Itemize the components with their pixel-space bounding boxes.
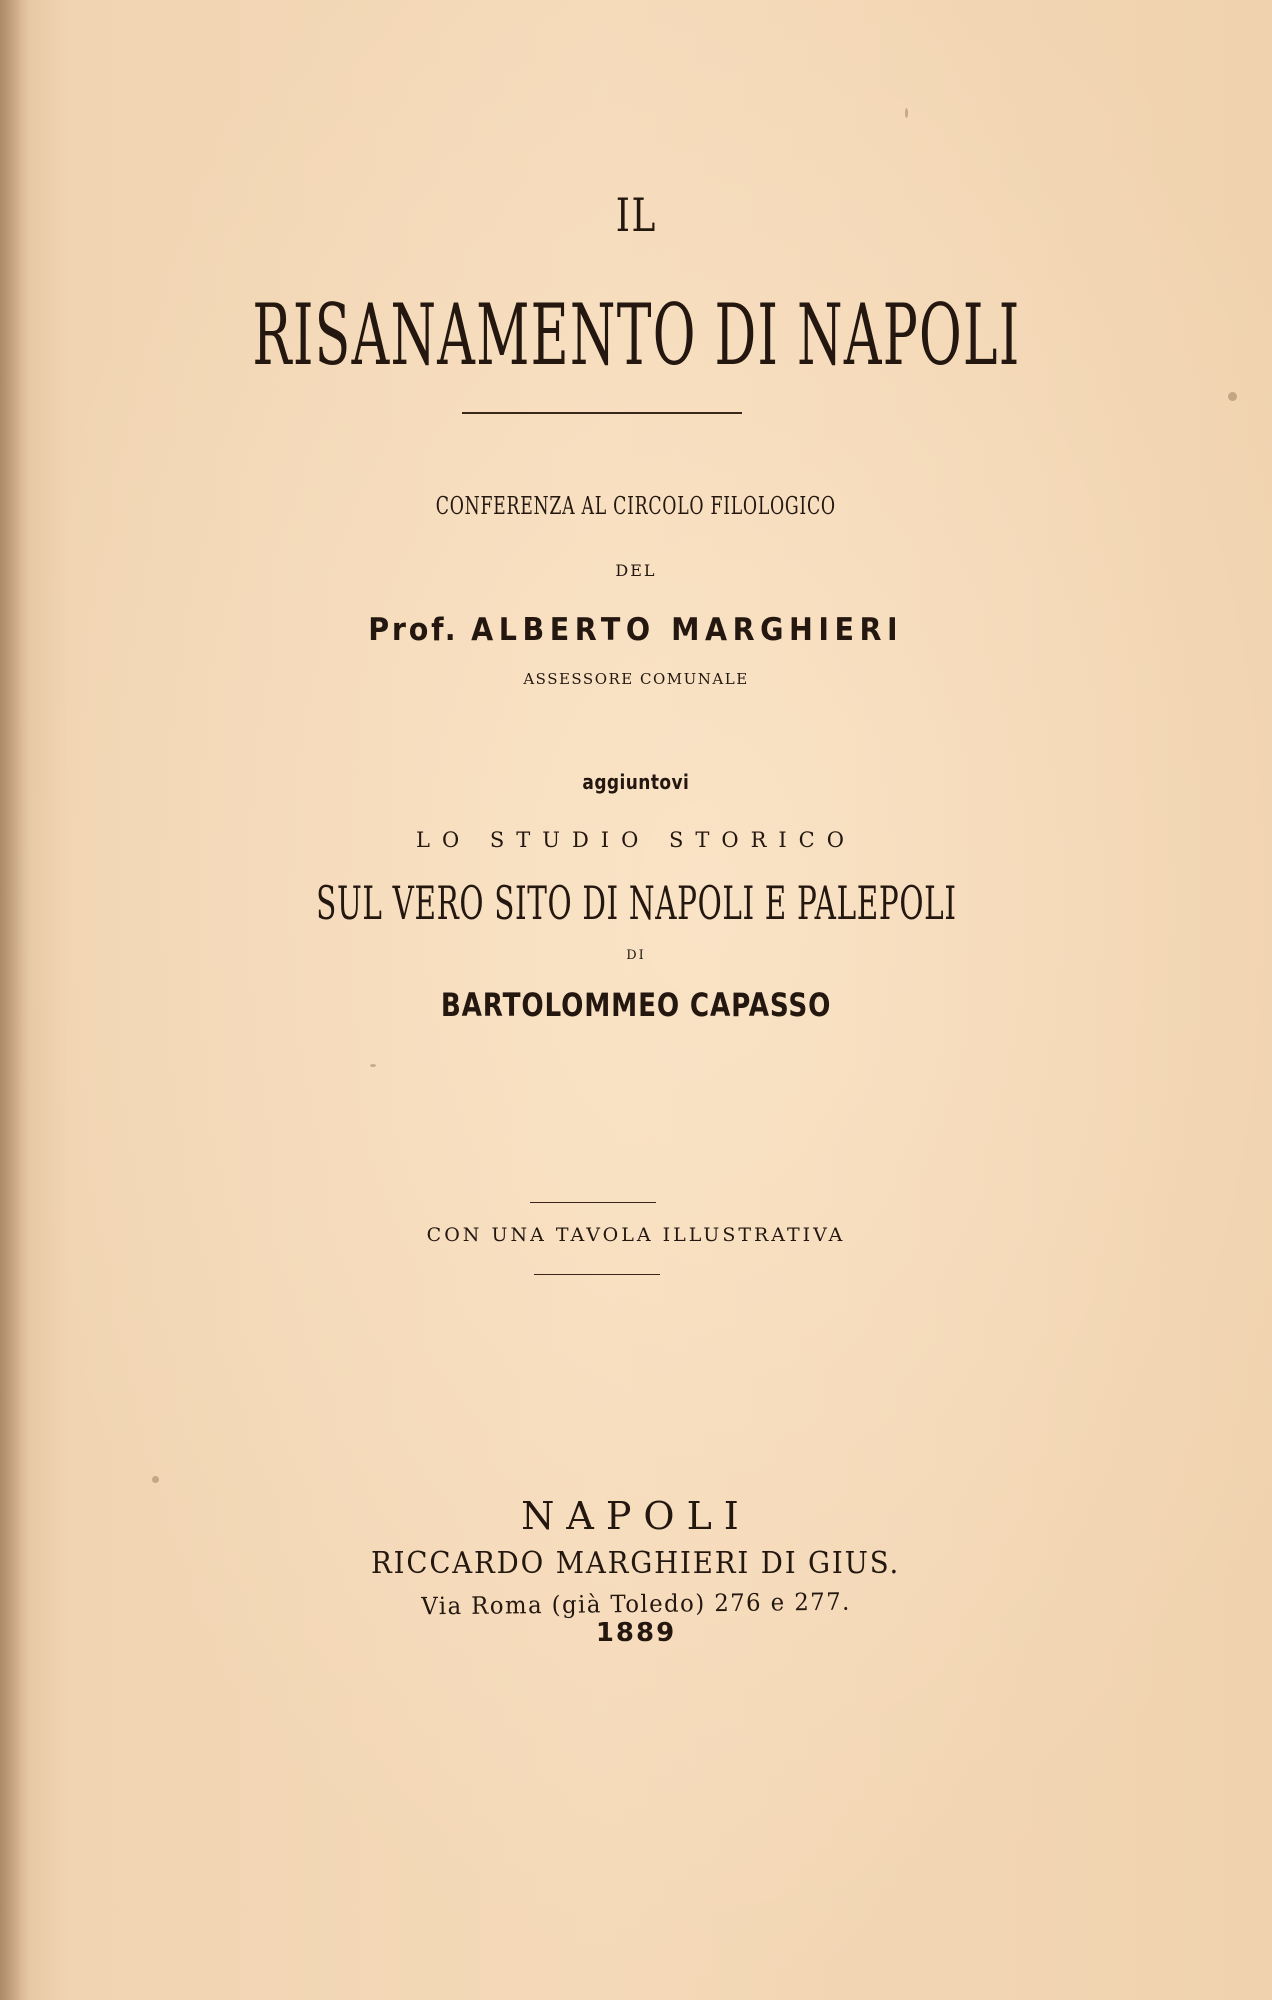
author-prefix: Prof. — [368, 612, 459, 648]
book-title: RISANAMENTO DI NAPOLI — [251, 286, 1021, 384]
study-intro: LO STUDIO STORICO — [416, 828, 856, 852]
paper-speck — [905, 108, 908, 118]
paper-speck — [370, 1064, 376, 1067]
study-title: SUL VERO SITO DI NAPOLI E PALEPOLI — [315, 876, 957, 930]
title-line-1: IL — [615, 188, 657, 242]
paper-speck — [152, 1476, 159, 1483]
imprint-year: 1889 — [595, 1618, 677, 1648]
paper-speck — [1228, 392, 1237, 401]
author-role: ASSESSORE COMUNALE — [523, 670, 749, 688]
title-rule — [462, 412, 742, 414]
imprint-city: NAPOLI — [521, 1494, 751, 1538]
imprint-publisher: RICCARDO MARGHIERI DI GIUS. — [371, 1546, 901, 1581]
divider-upper — [530, 1202, 656, 1203]
illustration-note: CON UNA TAVOLA ILLUSTRATIVA — [426, 1224, 846, 1246]
imprint-address: Via Roma (già Toledo) 276 e 277. — [421, 1587, 851, 1621]
author-name: ALBERTO MARGHIERI — [471, 612, 904, 648]
divider-lower — [534, 1274, 660, 1275]
di-label: DI — [626, 948, 646, 963]
author-line — [0, 612, 1272, 648]
del-label: DEL — [615, 561, 657, 580]
subtitle: CONFERENZA AL CIRCOLO FILOLOGICO — [435, 492, 837, 520]
second-author: BARTOLOMMEO CAPASSO — [440, 986, 832, 1024]
aggiuntovi-label: aggiuntovi — [582, 770, 690, 794]
